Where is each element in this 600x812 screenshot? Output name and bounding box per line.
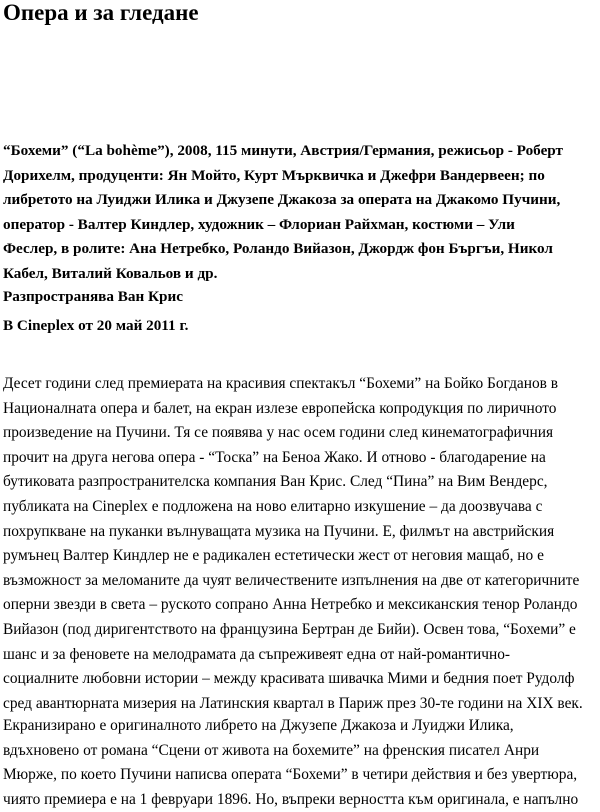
body-paragraph-1 — [3, 372, 583, 716]
credits-line: либретото на Луиджи Илика и Джузепе Джакоза за операта на Джакомо Пучини, — [3, 191, 561, 209]
paragraph-line: възможност за меломаните да чуят величествените изпълнения на две от категоричните — [3, 571, 580, 589]
paragraph-line: вдъхновено от романа “Сцени от живота на бохемите” на френския писател Анри — [3, 741, 540, 759]
credits-line: Кабел, Виталий Ковальов и др. — [3, 264, 218, 282]
paragraph-line: румънец Валтер Киндлер не е радикален естетически жест от неговия мащаб, но е — [3, 547, 544, 565]
film-credits — [3, 139, 600, 287]
paragraph-line: прочит на друга негова опера - “Тоска” на Беноа Жако. И отново - благодарение на — [3, 448, 546, 466]
article-title: Опера и за гледане — [3, 0, 199, 25]
paragraph-line: произведение на Пучини. Тя се появява у нас осем години след кинематографичния — [3, 424, 554, 442]
paragraph-line: Националната опера и балет, на екран излезе европейска копродукция по лиричното — [3, 399, 557, 417]
paragraph-line: Екранизирано е оригиналното либрето на Джузепе Джакоза и Луиджи Илика, — [3, 717, 514, 734]
paragraph-line: похрупкване на пуканки вълнуващата музика на Пучини. Е, филмът на австрийския — [3, 522, 555, 540]
paragraph-line: бутиковата разпространителска компания Ван Крис. След “Пина” на Вим Вендерс, — [3, 473, 548, 491]
credits-line: Дорихелм, продуценти: Ян Мойто, Курт Мърквичка и Джефри Вандервеен; по — [3, 166, 545, 184]
credits-line: Феслер, в ролите: Ана Нетребко, Роландо Вийазон, Джордж фон Бъргъи, Никол — [3, 240, 553, 258]
release-date-line: В Cineplex от 20 май 2011 г. — [3, 317, 189, 334]
credits-line: оператор - Валтер Киндлер, художник – Флориан Райхман, костюми – Ули — [3, 215, 515, 233]
paragraph-line: чиято премиера е на 1 февруари 1896. Но, въпреки верността към оригинала, е напълно — [3, 790, 579, 808]
paragraph-line: Вийазон (под диригентството на французина Бертран де Бийи). Освен това, “Бохеми” е — [3, 620, 576, 638]
paragraph-line: Десет години след премиерата на красивия спектакъл “Бохеми” на Бойко Богданов в — [3, 375, 559, 392]
paragraph-line: оперни звезди в света – руското сопрано Анна Нетребко и мексиканския тенор Роландо — [3, 596, 578, 614]
paragraph-line: сред авантюрната мизерия на Латинския квартал в Париж през 30-те години на XIX век. — [3, 694, 583, 712]
paragraph-line: социалните любовни истории – между красивата шивачка Мими и бедния поет Рудолф — [3, 670, 575, 688]
paragraph-line: публиката на Cineplex е подложена на ново елитарно изкушение – да доозвучава с — [3, 497, 543, 515]
paragraph-line: шанс и за феновете на мелодрамата да съпреживеят една от най-романтично- — [3, 645, 511, 663]
body-paragraph-2 — [3, 714, 578, 812]
paragraph-line: Мюрже, по което Пучини написва операта “Бохеми” в четири действия и без увертюра, — [3, 766, 578, 784]
credits-line: “Бохеми” (“La bohème”), 2008, 115 минути, Австрия/Германия, режисьор - Роберт — [3, 142, 564, 159]
distributor-line: Разпространява Ван Крис — [3, 288, 183, 305]
